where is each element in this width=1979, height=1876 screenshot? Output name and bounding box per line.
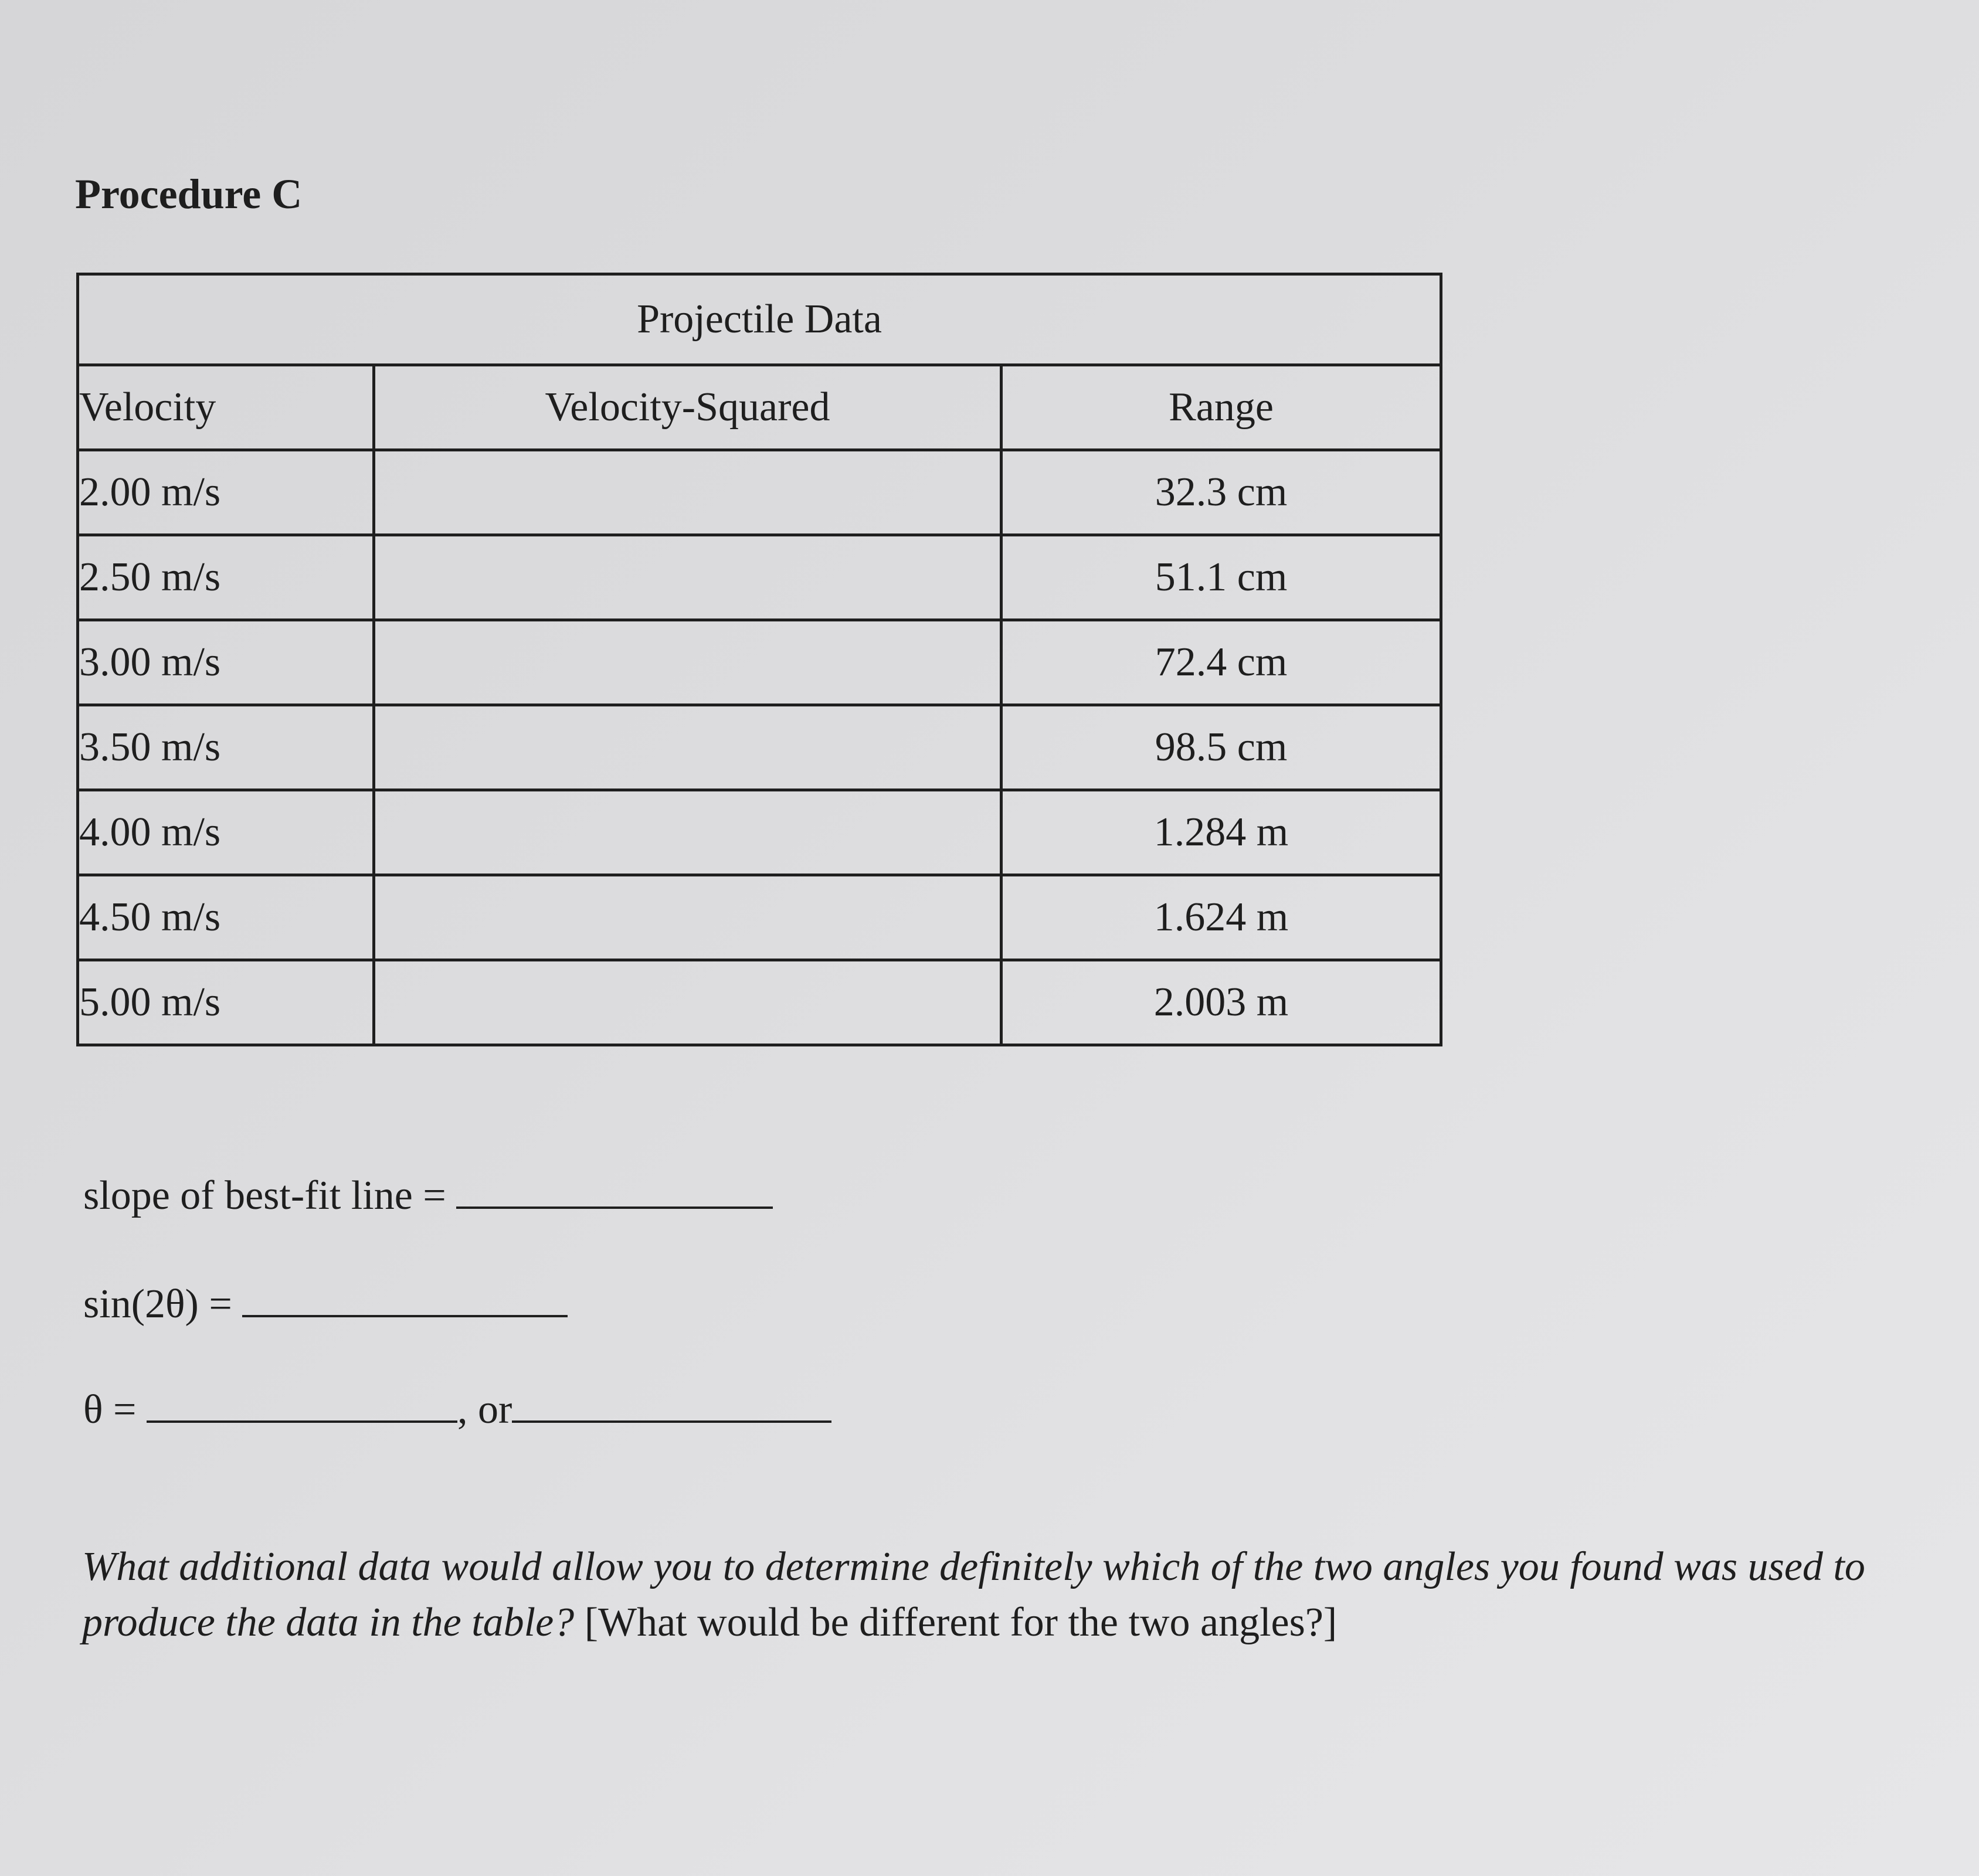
velocity-cell: 3.00 m/s	[78, 620, 374, 705]
range-cell: 1.624 m	[1002, 875, 1441, 960]
sin-label: sin(2θ) =	[83, 1282, 232, 1327]
range-cell: 32.3 cm	[1002, 450, 1441, 535]
theta-answer-blank-1[interactable]	[147, 1420, 457, 1423]
table-row	[78, 790, 1441, 875]
theta-field	[83, 1386, 831, 1433]
procedure-heading: Procedure C	[75, 171, 303, 217]
range-cell: 98.5 cm	[1002, 705, 1441, 790]
range-cell: 1.284 m	[1002, 790, 1441, 875]
table-row	[78, 960, 1441, 1045]
table-row	[78, 875, 1441, 960]
or-label: , or	[457, 1387, 512, 1432]
header-velocity-squared: Velocity-Squared	[374, 365, 1002, 450]
velocity-squared-cell[interactable]	[374, 450, 1002, 535]
table-row	[78, 450, 1441, 535]
theta-answer-blank-2[interactable]	[512, 1420, 831, 1423]
velocity-cell: 3.50 m/s	[78, 705, 374, 790]
sin-field	[83, 1281, 568, 1328]
slope-field	[83, 1172, 773, 1219]
range-cell: 72.4 cm	[1002, 620, 1441, 705]
sin-answer-blank[interactable]	[242, 1314, 568, 1317]
projectile-data-table	[76, 273, 1442, 1046]
velocity-squared-cell[interactable]	[374, 535, 1002, 620]
velocity-squared-cell[interactable]	[374, 705, 1002, 790]
additional-data-question	[82, 1539, 1958, 1650]
velocity-squared-cell[interactable]	[374, 790, 1002, 875]
table-title-row	[78, 274, 1441, 365]
question-plain-text: [What would be different for the two angles?]	[584, 1600, 1338, 1645]
header-range: Range	[1002, 365, 1441, 450]
velocity-cell: 2.50 m/s	[78, 535, 374, 620]
question-italic-text: What additional data would allow you to determine definitely which of the two angles you found was used to produce the data in the table?	[82, 1544, 1865, 1645]
theta-label: θ =	[83, 1387, 137, 1432]
velocity-squared-cell[interactable]	[374, 620, 1002, 705]
table-header-row	[78, 365, 1441, 450]
slope-label: slope of best-fit line =	[83, 1173, 446, 1218]
range-cell: 51.1 cm	[1002, 535, 1441, 620]
velocity-cell: 4.00 m/s	[78, 790, 374, 875]
table-title: Projectile Data	[78, 274, 1441, 365]
slope-answer-blank[interactable]	[456, 1206, 773, 1209]
velocity-squared-cell[interactable]	[374, 875, 1002, 960]
velocity-cell: 5.00 m/s	[78, 960, 374, 1045]
range-cell: 2.003 m	[1002, 960, 1441, 1045]
velocity-cell: 4.50 m/s	[78, 875, 374, 960]
header-velocity: Velocity	[78, 365, 374, 450]
table-row	[78, 705, 1441, 790]
velocity-squared-cell[interactable]	[374, 960, 1002, 1045]
velocity-cell: 2.00 m/s	[78, 450, 374, 535]
table-row	[78, 620, 1441, 705]
table-row	[78, 535, 1441, 620]
